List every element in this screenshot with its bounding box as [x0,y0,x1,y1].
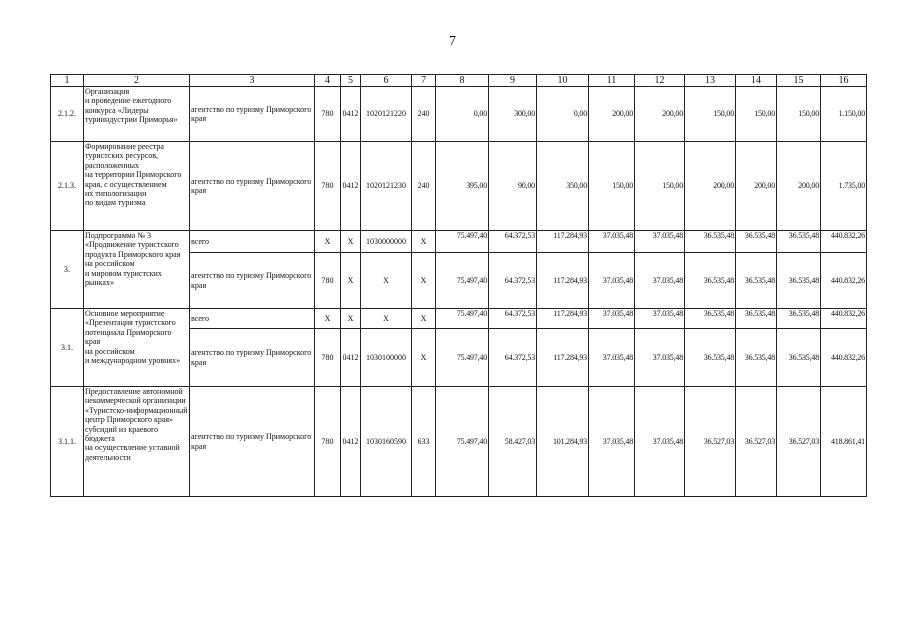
cell-value: 90,00 [489,142,537,231]
row-name: Подпрограмма № 3 «Продвижение туристского продукта Приморского края на российском и мировом туристских рынках» [84,231,190,309]
row-executor: агентство по туризму Приморского края [190,87,315,142]
cell-grbs: Х [315,309,341,329]
row-code: 3.1. [51,309,84,387]
cell-target-article: 1020121220 [361,87,412,142]
row-code: 2.1.3. [51,142,84,231]
row-code: 2.1.2. [51,87,84,142]
cell-target-article: 1020121230 [361,142,412,231]
cell-grbs: 780 [315,387,341,497]
header-cell: 1 [51,75,84,87]
cell-value: 37.035,48 [589,387,635,497]
row-name: Основное мероприятие «Презентация туристского потенциала Приморского края на российском и международном уровнях» [84,309,190,387]
cell-value: 36.535,48 [736,253,777,309]
cell-grbs: 780 [315,87,341,142]
cell-value: 37.035,48 [635,329,685,387]
cell-section: Х [341,309,361,329]
header-cell: 14 [736,75,777,87]
cell-value: 440.832,26 [821,309,867,329]
cell-value: 150,00 [736,87,777,142]
cell-value: 37.035,48 [635,231,685,253]
cell-value: 150,00 [685,87,736,142]
cell-value: 418.861,41 [821,387,867,497]
cell-value: 117.284,93 [537,231,589,253]
header-cell: 11 [589,75,635,87]
cell-value: 200,00 [589,87,635,142]
cell-value: 150,00 [589,142,635,231]
cell-value: 440.832,26 [821,329,867,387]
cell-value: 1.150,00 [821,87,867,142]
header-cell: 6 [361,75,412,87]
header-cell: 5 [341,75,361,87]
cell-value: 395,00 [436,142,489,231]
cell-value: 200,00 [777,142,821,231]
cell-value: 36.535,48 [736,231,777,253]
budget-table [50,74,867,497]
cell-expense-type: 240 [412,142,436,231]
cell-grbs: 780 [315,253,341,309]
cell-value: 36.527,03 [685,387,736,497]
cell-value: 37.035,48 [635,387,685,497]
cell-value: 75.497,40 [436,329,489,387]
row-name: Формирование реестра туристских ресурсов, расположенных на территории Приморского края, с осуществлением их типологизации по видам туризма [84,142,190,231]
cell-value: 36.535,48 [777,231,821,253]
row-code: 3.1.1. [51,387,84,497]
cell-expense-type: 240 [412,87,436,142]
cell-section: Х [341,231,361,253]
cell-expense-type: Х [412,309,436,329]
table-row [51,309,867,329]
cell-value: 36.535,48 [685,231,736,253]
cell-grbs: 780 [315,329,341,387]
cell-value: 0,00 [436,87,489,142]
cell-target-article: 1030000000 [361,231,412,253]
header-cell: 4 [315,75,341,87]
cell-value: 300,00 [489,87,537,142]
row-executor: агентство по туризму Приморского края [190,253,315,309]
cell-value: 37.035,48 [589,253,635,309]
row-executor: агентство по туризму Приморского края [190,387,315,497]
cell-value: 117.284,93 [537,253,589,309]
cell-section: 0412 [341,329,361,387]
cell-section: 0412 [341,387,361,497]
cell-section: 0412 [341,142,361,231]
cell-value: 36.535,48 [685,309,736,329]
cell-expense-type: Х [412,253,436,309]
cell-value: 37.035,48 [589,309,635,329]
header-cell: 9 [489,75,537,87]
cell-expense-type: Х [412,231,436,253]
header-row [51,75,867,87]
table-row [51,142,867,231]
cell-value: 64.372,53 [489,253,537,309]
cell-value: 150,00 [777,87,821,142]
header-cell: 8 [436,75,489,87]
cell-value: 200,00 [736,142,777,231]
cell-value: 64.372,53 [489,329,537,387]
cell-value: 36.527,03 [736,387,777,497]
cell-target-article: Х [361,253,412,309]
cell-value: 64.372,53 [489,231,537,253]
cell-value: 58.427,03 [489,387,537,497]
row-code: 3. [51,231,84,309]
cell-value: 37.035,48 [635,309,685,329]
cell-value: 1.735,00 [821,142,867,231]
header-cell: 13 [685,75,736,87]
table-row [51,87,867,142]
cell-value: 440.832,26 [821,253,867,309]
row-executor: агентство по туризму Приморского края [190,329,315,387]
cell-value: 36.535,48 [685,253,736,309]
cell-value: 36.527,03 [777,387,821,497]
header-cell: 16 [821,75,867,87]
cell-value: 36.535,48 [736,329,777,387]
cell-target-article: Х [361,309,412,329]
cell-value: 150,00 [635,142,685,231]
cell-value: 36.535,48 [685,329,736,387]
cell-target-article: 1030160590 [361,387,412,497]
cell-value: 0,00 [537,87,589,142]
header-cell: 7 [412,75,436,87]
cell-value: 117.284,93 [537,309,589,329]
cell-section: Х [341,253,361,309]
row-executor: всего [190,309,315,329]
table-row [51,387,867,497]
cell-target-article: 1030100000 [361,329,412,387]
header-cell: 15 [777,75,821,87]
cell-value: 75.497,40 [436,253,489,309]
header-cell: 2 [84,75,190,87]
row-executor: агентство по туризму Приморского края [190,142,315,231]
row-name: Организация и проведение ежегодного конкурса «Лидеры турииндустрии Приморья» [84,87,190,142]
header-cell: 10 [537,75,589,87]
row-executor: всего [190,231,315,253]
cell-value: 36.535,48 [777,329,821,387]
cell-section: 0412 [341,87,361,142]
cell-value: 36.535,48 [736,309,777,329]
cell-value: 75.497,40 [436,231,489,253]
cell-value: 117.284,93 [537,329,589,387]
cell-value: 75.497,40 [436,309,489,329]
cell-value: 200,00 [685,142,736,231]
page-number: 7 [449,34,456,49]
cell-value: 37.035,48 [589,329,635,387]
cell-expense-type: 633 [412,387,436,497]
cell-grbs: 780 [315,142,341,231]
cell-grbs: Х [315,231,341,253]
header-cell: 3 [190,75,315,87]
cell-expense-type: Х [412,329,436,387]
cell-value: 101.284,93 [537,387,589,497]
cell-value: 440.832,26 [821,231,867,253]
cell-value: 64.372,53 [489,309,537,329]
header-cell: 12 [635,75,685,87]
cell-value: 36.535,48 [777,253,821,309]
cell-value: 200,00 [635,87,685,142]
table-row [51,231,867,253]
cell-value: 37.035,48 [635,253,685,309]
cell-value: 350,00 [537,142,589,231]
cell-value: 37.035,48 [589,231,635,253]
row-name: Предоставление автономной некоммерческой организации «Туристско-информационный центр Приморского края» субсидий из краевого бюджета на осуществление уставной деятельности [84,387,190,497]
cell-value: 36.535,48 [777,309,821,329]
cell-value: 75.497,40 [436,387,489,497]
